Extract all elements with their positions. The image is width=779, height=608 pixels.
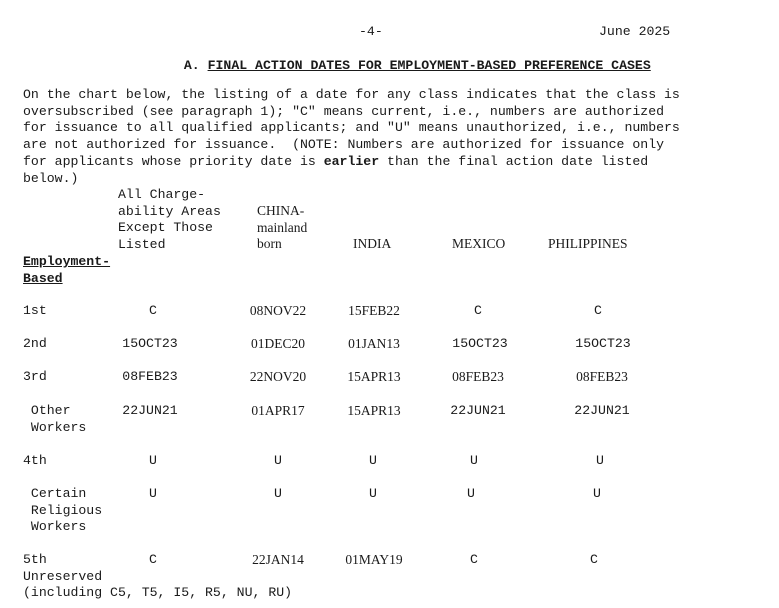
section-heading	[168, 40, 651, 74]
bulletin-date: June 2025	[599, 24, 671, 39]
row-label: Other Workers	[30, 403, 87, 435]
intro-line: are not authorized for issuance. (NOTE: Numbers are authorized for issuance only	[23, 137, 665, 153]
row-label: Certain Religious Workers	[30, 486, 103, 534]
table-cell: 22JUN21	[122, 403, 178, 418]
intro-closing: below.)	[23, 170, 79, 186]
table-cell: 08FEB23	[576, 369, 628, 384]
table-cell: 01APR17	[251, 403, 305, 418]
table-cell: 01DEC20	[251, 336, 305, 351]
column-header-mexico: MEXICO	[452, 236, 506, 251]
table-cell: 22JUN21	[450, 403, 506, 418]
table-cell: 15APR13	[347, 403, 401, 418]
table-cell: 15OCT23	[575, 336, 631, 351]
table-cell: 15APR13	[347, 369, 401, 384]
table-cell: 15OCT23	[452, 336, 508, 351]
table-cell: U	[470, 453, 478, 468]
row-label: 2nd	[23, 336, 47, 351]
intro-line: On the chart below, the listing of a date for any class indicates that the class is	[23, 86, 680, 102]
table-cell: 01MAY19	[345, 552, 403, 567]
page-number: -4-	[359, 24, 383, 39]
table-cell: U	[274, 486, 282, 501]
table-cell: 22NOV20	[249, 369, 307, 384]
table-cell: C	[590, 552, 598, 567]
intro-line-pre: for applicants whose priority date is	[23, 153, 324, 169]
column-header-philippines: PHILIPPINES	[548, 236, 628, 251]
table-cell: U	[467, 486, 475, 501]
intro-line-post: than the final action date listed	[379, 153, 649, 169]
table-cell: C	[149, 552, 157, 567]
section-prefix: A.	[183, 58, 200, 73]
table-cell: C	[470, 552, 478, 567]
row-header-employment-based: Employment- Based	[23, 254, 111, 286]
table-cell: U	[369, 486, 377, 501]
intro-line: for issuance to all qualified applicants; and "U" means unauthorized, i.e., numbers	[23, 120, 680, 136]
table-cell: U	[593, 486, 601, 501]
intro-paragraph	[23, 70, 763, 188]
table-cell: C	[149, 303, 157, 318]
table-cell: 22JUN21	[574, 403, 630, 418]
table-cell: 22JAN14	[252, 552, 304, 567]
table-cell: U	[596, 453, 604, 468]
row-label: 5th Unreserved (including C5, T5, I5, R5, NU, RU)	[23, 552, 293, 600]
table-cell: U	[274, 453, 282, 468]
table-cell: C	[594, 303, 602, 318]
table-cell: U	[149, 486, 157, 501]
row-label: 3rd	[23, 369, 47, 384]
column-header-all-chargeability: All Charge- ability Areas Except Those Listed	[118, 187, 221, 252]
table-cell: 08NOV22	[249, 303, 307, 318]
intro-line: oversubscribed (see paragraph 1); "C" means current, i.e., numbers are authorized	[23, 103, 665, 119]
table-cell: 15OCT23	[122, 336, 178, 351]
table-cell: 08FEB23	[122, 369, 178, 384]
column-header-china: CHINA- mainland born	[257, 203, 308, 251]
table-cell: 08FEB23	[452, 369, 504, 384]
section-title: FINAL ACTION DATES FOR EMPLOYMENT-BASED PREFERENCE CASES	[207, 58, 651, 73]
table-cell: C	[474, 303, 482, 318]
intro-bold-word: earlier	[323, 153, 380, 169]
row-label: 4th	[23, 453, 47, 468]
row-label: 1st	[23, 303, 47, 318]
table-cell: U	[369, 453, 377, 468]
column-header-india: INDIA	[353, 236, 392, 251]
table-cell: U	[149, 453, 157, 468]
table-cell: 01JAN13	[348, 336, 400, 351]
table-cell: 15FEB22	[348, 303, 400, 318]
